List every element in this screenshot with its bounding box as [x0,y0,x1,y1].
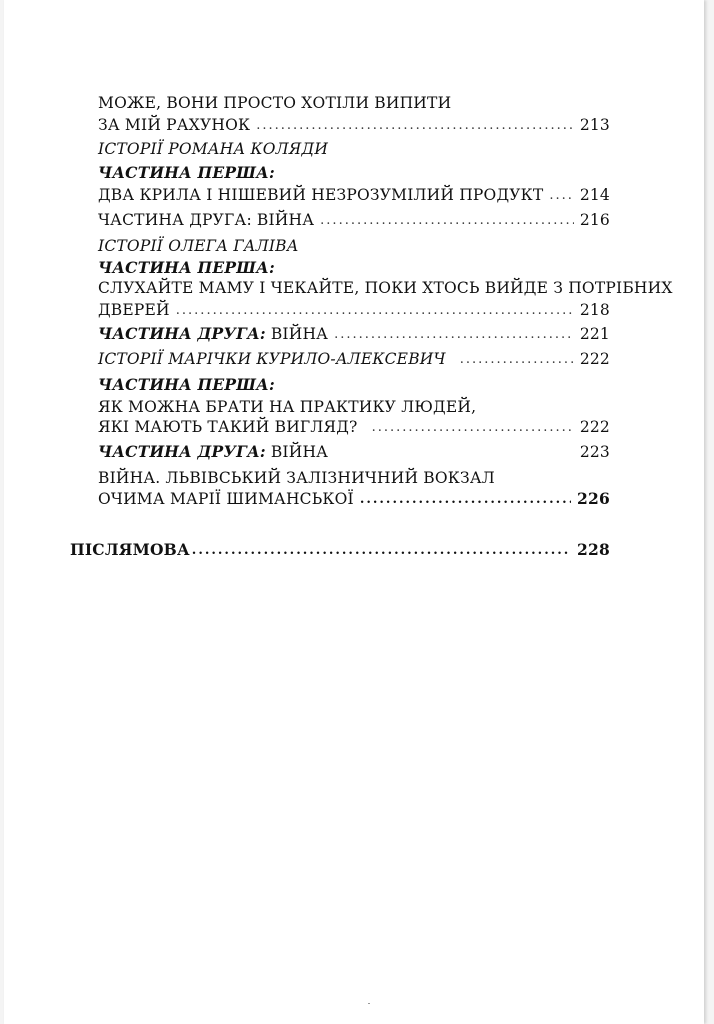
page-number: 222 [579,418,610,436]
author-name: ІСТОРІЇ ОЛЕГА ГАЛІВА [98,237,299,255]
dot-leader [372,419,574,437]
part-label [98,373,610,395]
toc-entry-a2-part2[interactable] [98,322,610,344]
dot-leader [192,542,571,560]
toc-entry-text: ПІСЛЯМОВА [70,540,190,559]
page-number: 216 [579,211,610,229]
toc-entry-text: ВІЙНА [270,443,329,461]
toc-entry-text: ДВЕРЕЙ [98,301,170,319]
dot-leader [549,187,573,205]
toc-entry-1-line2[interactable] [98,113,610,135]
part-label-text: ЧАСТИНА ДРУГА: [98,442,266,461]
page-number: 226 [577,489,610,508]
dot-leader [320,212,574,230]
author-heading-1 [98,137,610,159]
toc-entry-a1-part2[interactable] [98,208,610,230]
toc-entry-a3-part1-line2[interactable] [98,415,610,437]
dot-leader [334,326,574,344]
book-page [4,0,704,1024]
toc-entry-text: СЛУХАЙТЕ МАМУ І ЧЕКАЙТЕ, ПОКИ ХТОСЬ ВИЙДЕ З ПОТРІБНИХ [98,279,673,297]
page-number: 223 [579,443,610,461]
toc-entry-text: ОЧИМА МАРІЇ ШИМАНСЬКОЇ [98,490,354,508]
toc-entry-text: МОЖЕ, ВОНИ ПРОСТО ХОТІЛИ ВИПИТИ [98,94,452,112]
toc-entry-text: ВІЙНА [256,211,315,229]
page-number: 222 [579,350,610,368]
author-name: ІСТОРІЇ РОМАНА КОЛЯДИ [98,140,329,158]
part-label-text: ЧАСТИНА ПЕРША: [98,375,275,394]
toc-entry-a2-part1-line2[interactable] [98,298,610,320]
page-number: 218 [579,301,610,319]
page-number: 221 [579,325,610,343]
toc-entry-text: ЗА МІЙ РАХУНОК [98,116,251,134]
toc-entry-text: ДВА КРИЛА І НІШЕВИЙ НЕЗРОЗУМІЛИЙ ПРОДУКТ [98,186,544,204]
dot-leader [460,351,574,369]
toc-entry-text: ЯКІ МАЮТЬ ТАКИЙ ВИГЛЯД? [98,418,358,436]
part-label-text: ЧАСТИНА ПЕРША: [98,163,275,182]
dot-leader [176,302,574,320]
toc-entry-a3-part1-line1 [98,395,610,417]
toc-entry-1-line1 [98,91,610,113]
author-heading-3[interactable] [98,347,610,369]
dot-leader [360,491,571,509]
part-label [98,256,610,278]
dot-leader [256,117,574,135]
page-number: 228 [577,540,610,559]
paper-speck [368,1003,370,1004]
author-heading-2 [98,234,610,256]
toc-entry-text: ВІЙНА [270,325,329,343]
toc-entry-a3-part2[interactable] [98,440,610,462]
toc-entry-text: ЯК МОЖНА БРАТИ НА ПРАКТИКУ ЛЮДЕЙ, [98,398,477,416]
toc-entry-a2-part1-line1 [98,276,673,298]
part-label-text: ЧАСТИНА ПЕРША: [98,258,275,277]
part-label-text: ЧАСТИНА ДРУГА: [98,324,266,343]
page-number: 214 [579,186,610,204]
toc-entry-a1-part1[interactable] [98,183,610,205]
toc-entry-2-line1 [98,466,610,488]
part-label-text: ЧАСТИНА ДРУГА: [98,211,252,229]
toc-entry-afterword[interactable] [70,538,610,560]
author-name: ІСТОРІЇ МАРІЧКИ КУРИЛО-АЛЕКСЕВИЧ [98,350,446,368]
page-number: 213 [579,116,610,134]
toc-entry-2-line2[interactable] [98,487,610,509]
part-label [98,161,610,183]
toc-entry-text: ВІЙНА. ЛЬВІВСЬКИЙ ЗАЛІЗНИЧНИЙ ВОКЗАЛ [98,469,495,487]
